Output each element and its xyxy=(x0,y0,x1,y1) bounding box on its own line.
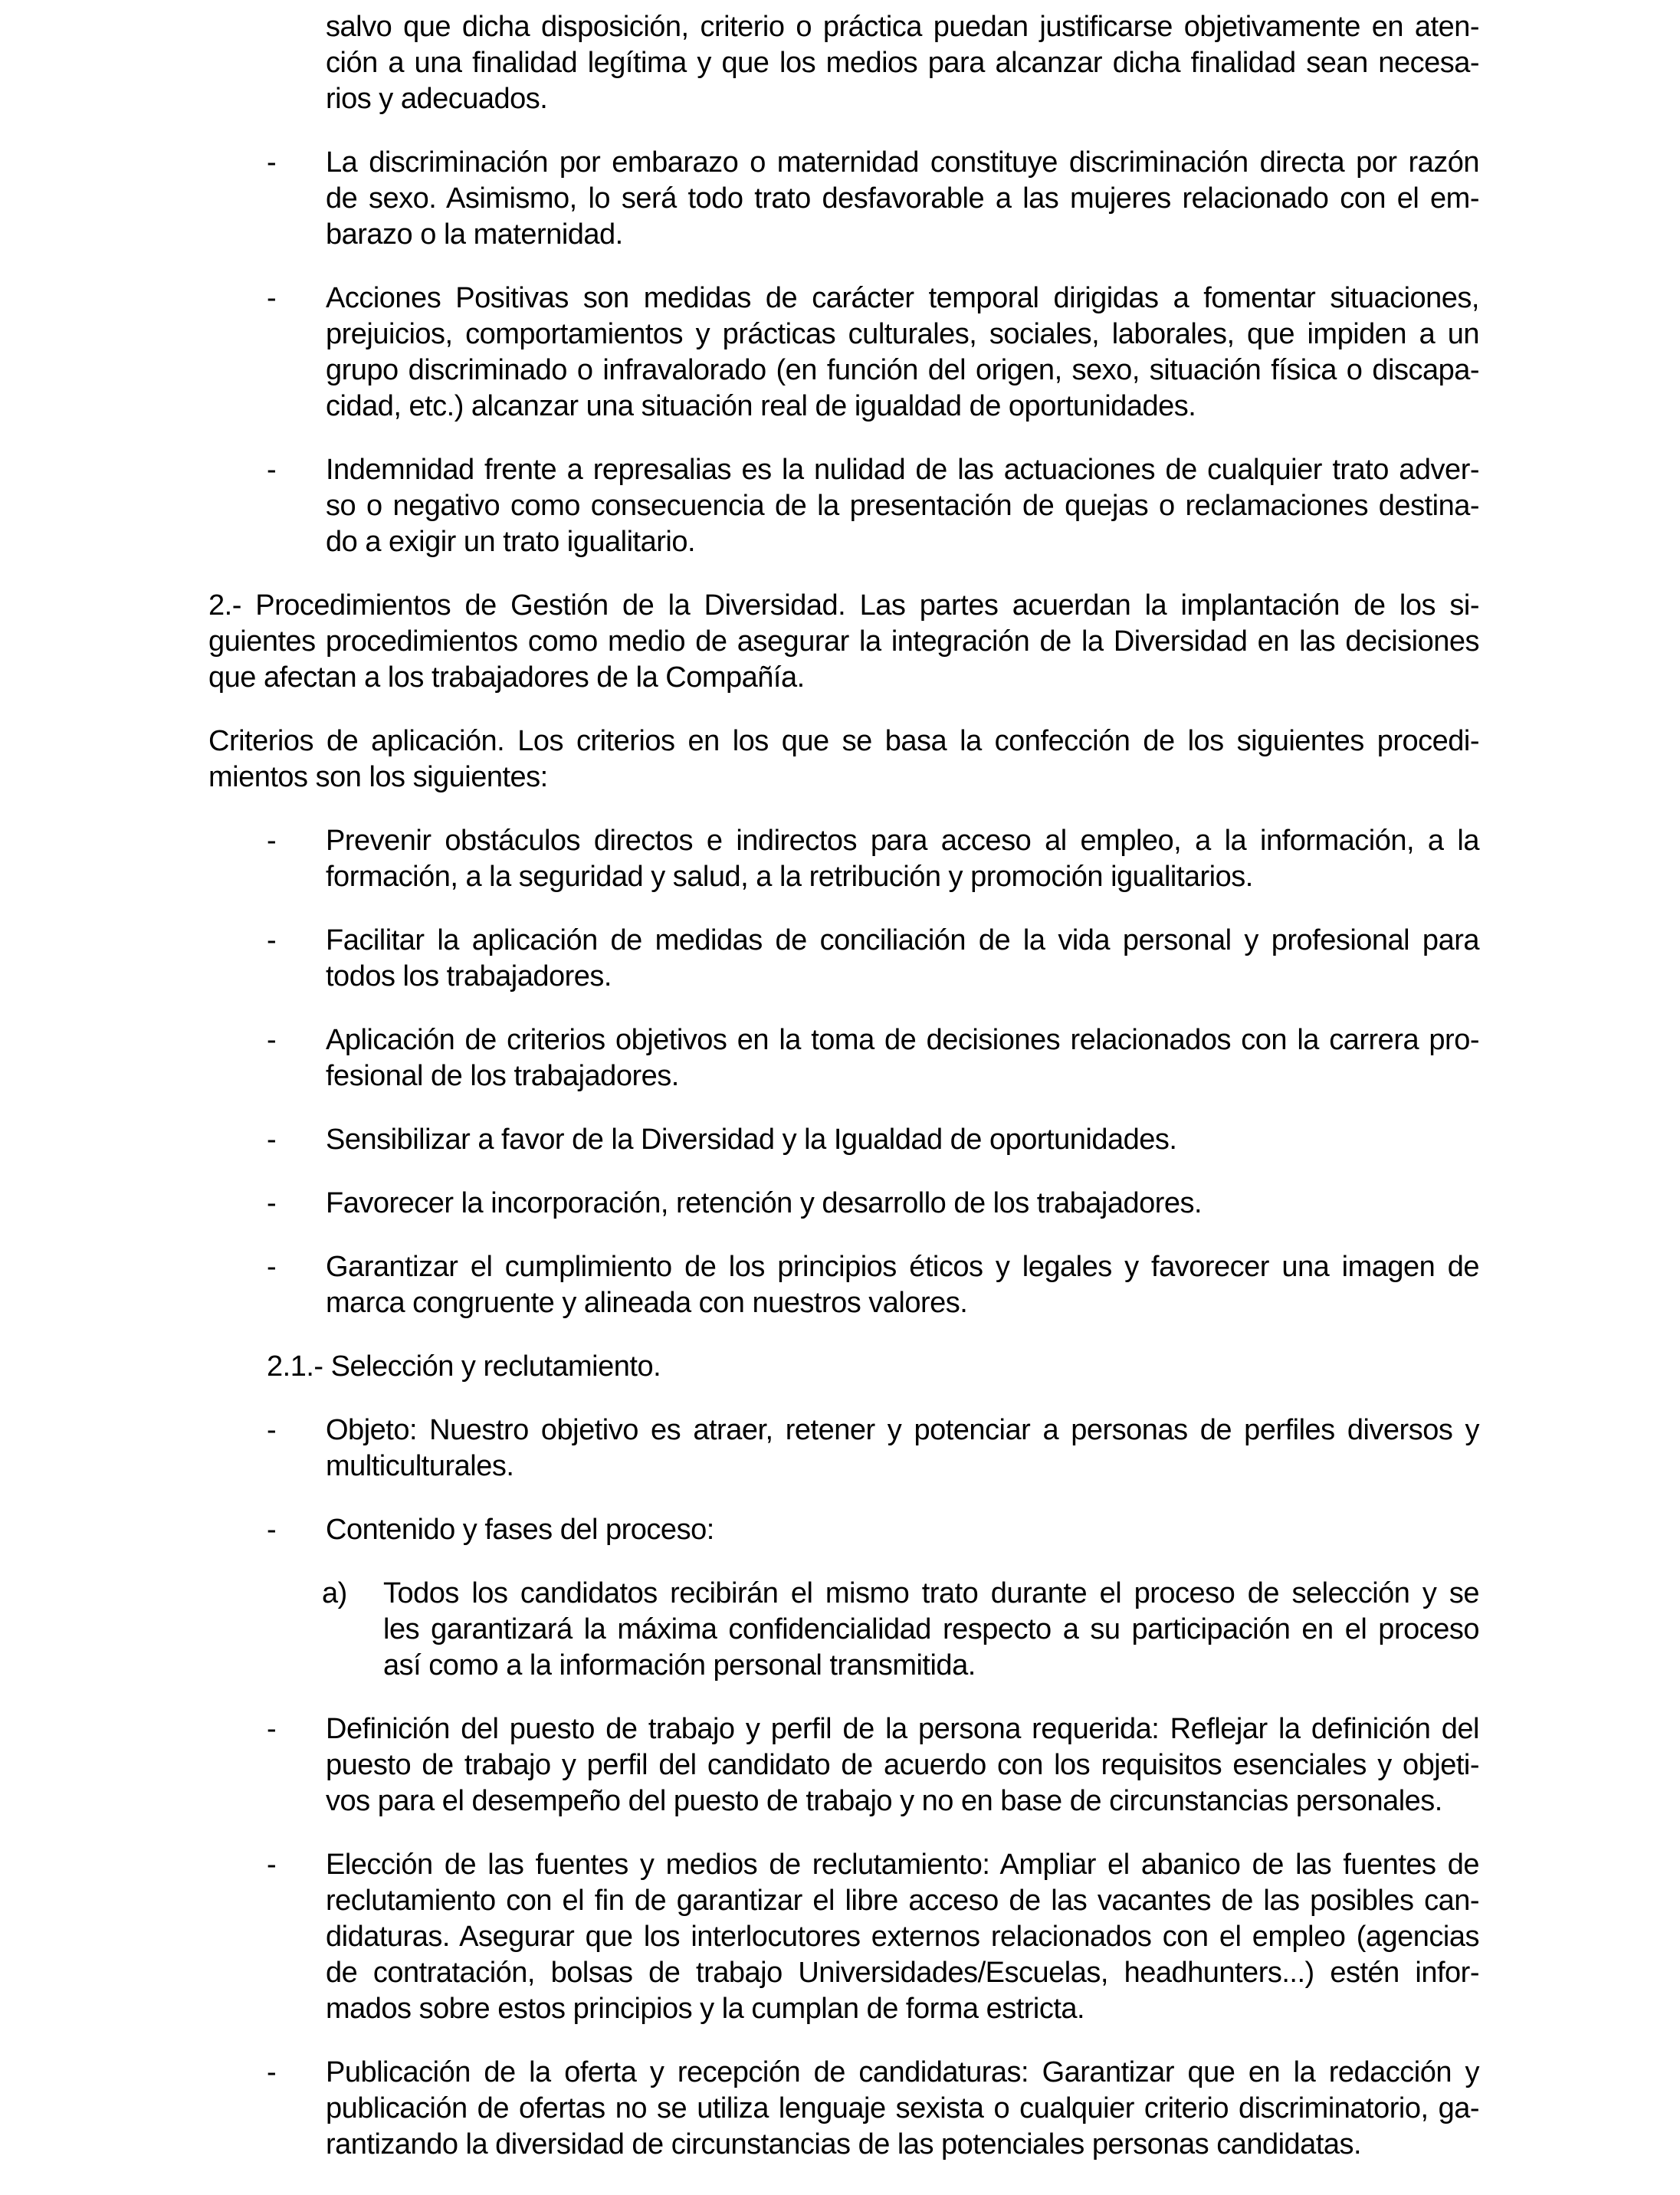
text-line: Objeto: Nuestro objetivo es atraer, retener y potenciar a personas de perfiles diversos y xyxy=(326,1414,1479,1446)
bullet-item xyxy=(267,281,1479,425)
block-content xyxy=(326,1711,1479,1819)
block-content xyxy=(326,1412,1479,1485)
hanging-paragraph xyxy=(326,9,1479,117)
block-content xyxy=(383,1576,1479,1684)
block-content xyxy=(326,9,1479,117)
text-line: salvo que dicha disposición, criterio o práctica puedan justificarse objetivamente en aten- xyxy=(326,11,1479,43)
bullet-item xyxy=(267,452,1479,560)
block-content xyxy=(326,1186,1479,1222)
bullet-dash: - xyxy=(267,1849,277,1881)
text-line: ción a una finalidad legítima y que los medios para alcanzar dicha finalidad sean necesa- xyxy=(326,47,1479,79)
text-line: que afectan a los trabajadores de la Compañía. xyxy=(208,661,805,694)
text-line: so o negativo como consecuencia de la presentación de quejas o reclamaciones destina- xyxy=(326,490,1479,522)
bullet-dash: - xyxy=(267,825,277,857)
block-content xyxy=(326,145,1479,253)
bullet-dash: - xyxy=(267,1124,277,1156)
text-line: grupo discriminado o infravalorado (en función del origen, sexo, situación física o discapa- xyxy=(326,354,1479,386)
bullet-dash: - xyxy=(267,454,277,486)
text-line: Prevenir obstáculos directos e indirectos para acceso al empleo, a la información, a la xyxy=(326,825,1479,857)
bullet-dash: - xyxy=(267,1713,277,1745)
text-line: Elección de las fuentes y medios de reclutamiento: Ampliar el abanico de las fuentes de xyxy=(326,1849,1479,1881)
text-line: mientos son los siguientes: xyxy=(208,761,548,793)
bullet-item xyxy=(267,923,1479,995)
text-line: vos para el desempeño del puesto de trabajo y no en base de circunstancias personales. xyxy=(326,1785,1442,1817)
text-line: Definición del puesto de trabajo y perfil de la persona requerida: Reflejar la definición del xyxy=(326,1713,1479,1745)
block-content xyxy=(208,588,1479,696)
bullet-dash: - xyxy=(267,1024,277,1056)
text-line: rios y adecuados. xyxy=(326,83,548,115)
block-content xyxy=(326,1512,1479,1548)
bullet-item xyxy=(267,1249,1479,1321)
text-line: 2.1.- Selección y reclutamiento. xyxy=(267,1350,661,1383)
block-content xyxy=(326,1122,1479,1158)
text-line: Publicación de la oferta y recepción de candidaturas: Garantizar que en la redacción y xyxy=(326,2056,1479,2088)
bullet-item xyxy=(267,1512,1479,1548)
bullet-item xyxy=(267,1122,1479,1158)
block-content xyxy=(326,452,1479,560)
block-content xyxy=(326,923,1479,995)
text-line: marca congruente y alineada con nuestros valores. xyxy=(326,1287,968,1319)
text-line: les garantizará la máxima confidencialidad respecto a su participación en el proceso xyxy=(383,1613,1479,1645)
text-line: de contratación, bolsas de trabajo Universidades/Escuelas, headhunters...) estén infor- xyxy=(326,1957,1479,1989)
block-content xyxy=(208,723,1479,796)
bullet-item xyxy=(267,1186,1479,1222)
numbered-paragraph xyxy=(208,588,1479,696)
text-line: de sexo. Asimismo, lo será todo trato desfavorable a las mujeres relacionado con el em- xyxy=(326,182,1479,215)
bullet-dash: - xyxy=(267,1414,277,1446)
text-line: Facilitar la aplicación de medidas de conciliación de la vida personal y profesional para xyxy=(326,924,1479,956)
paragraph xyxy=(208,723,1479,796)
bullet-item xyxy=(267,1711,1479,1819)
text-line: La discriminación por embarazo o maternidad constituye discriminación directa por razón xyxy=(326,146,1479,179)
text-line: fesional de los trabajadores. xyxy=(326,1060,679,1092)
bullet-item xyxy=(267,1412,1479,1485)
text-line: Garantizar el cumplimiento de los principios éticos y legales y favorecer una imagen de xyxy=(326,1251,1479,1283)
text-line: Aplicación de criterios objetivos en la toma de decisiones relacionados con la carrera pro- xyxy=(326,1024,1479,1056)
text-line: así como a la información personal transmitida. xyxy=(383,1649,976,1682)
text-line: cidad, etc.) alcanzar una situación real de igualdad de oportunidades. xyxy=(326,390,1196,422)
bullet-item xyxy=(267,823,1479,895)
text-line: guientes procedimientos como medio de asegurar la integración de la Diversidad en las decisiones xyxy=(208,625,1479,658)
text-line: Favorecer la incorporación, retención y desarrollo de los trabajadores. xyxy=(326,1187,1203,1219)
block-content xyxy=(326,823,1479,895)
bullet-item xyxy=(267,145,1479,253)
text-line: Indemnidad frente a represalias es la nulidad de las actuaciones de cualquier trato adver- xyxy=(326,454,1479,486)
text-line: barazo o la maternidad. xyxy=(326,218,623,251)
letter-item xyxy=(322,1576,1479,1684)
text-line: todos los trabajadores. xyxy=(326,960,612,993)
bullet-dash: - xyxy=(267,282,277,314)
bullet-dash: - xyxy=(267,1187,277,1219)
block-content xyxy=(326,1022,1479,1094)
bullet-dash: - xyxy=(267,1514,277,1546)
bullet-item xyxy=(267,1847,1479,2027)
block-content xyxy=(326,281,1479,425)
bullet-dash: - xyxy=(267,146,277,179)
text-line: publicación de ofertas no se utiliza lenguaje sexista o cualquier criterio discriminatorio, ga- xyxy=(326,2092,1479,2124)
bullet-dash: - xyxy=(267,1251,277,1283)
text-line: multiculturales. xyxy=(326,1450,514,1482)
text-line: Acciones Positivas son medidas de carácter temporal dirigidas a fomentar situaciones, xyxy=(326,282,1479,314)
text-line: Todos los candidatos recibirán el mismo trato durante el proceso de selección y se xyxy=(383,1577,1479,1609)
text-line: rantizando la diversidad de circunstancias de las potenciales personas candidatas. xyxy=(326,2128,1362,2161)
block-content xyxy=(326,1249,1479,1321)
block-content xyxy=(267,1349,1479,1385)
block-content xyxy=(326,2055,1479,2163)
bullet-item xyxy=(267,2055,1479,2163)
text-line: puesto de trabajo y perfil del candidato de acuerdo con los requisitos esenciales y objeti- xyxy=(326,1749,1479,1781)
text-line: didaturas. Asegurar que los interlocutores externos relacionados con el empleo (agencias xyxy=(326,1921,1479,1953)
letter-label: a) xyxy=(322,1577,347,1609)
bullet-item xyxy=(267,1022,1479,1094)
block-content xyxy=(326,1847,1479,2027)
text-line: reclutamiento con el fin de garantizar el libre acceso de las vacantes de las posibles can- xyxy=(326,1885,1479,1917)
text-line: Criterios de aplicación. Los criterios en los que se basa la confección de los siguientes procedi- xyxy=(208,725,1479,757)
bullet-dash: - xyxy=(267,924,277,956)
text-line: 2.- Procedimientos de Gestión de la Diversidad. Las partes acuerdan la implantación de los si- xyxy=(208,589,1479,622)
bullet-dash: - xyxy=(267,2056,277,2088)
text-line: Sensibilizar a favor de la Diversidad y la Igualdad de oportunidades. xyxy=(326,1124,1177,1156)
text-line: prejuicios, comportamientos y prácticas culturales, sociales, laborales, que impiden a un xyxy=(326,318,1479,350)
text-line: formación, a la seguridad y salud, a la retribución y promoción igualitarios. xyxy=(326,861,1253,893)
text-line: do a exigir un trato igualitario. xyxy=(326,526,696,558)
document-body xyxy=(208,9,1479,2163)
text-line: mados sobre estos principios y la cumplan de forma estricta. xyxy=(326,1993,1085,2025)
numbered-subheading xyxy=(267,1349,1479,1385)
text-line: Contenido y fases del proceso: xyxy=(326,1514,714,1546)
